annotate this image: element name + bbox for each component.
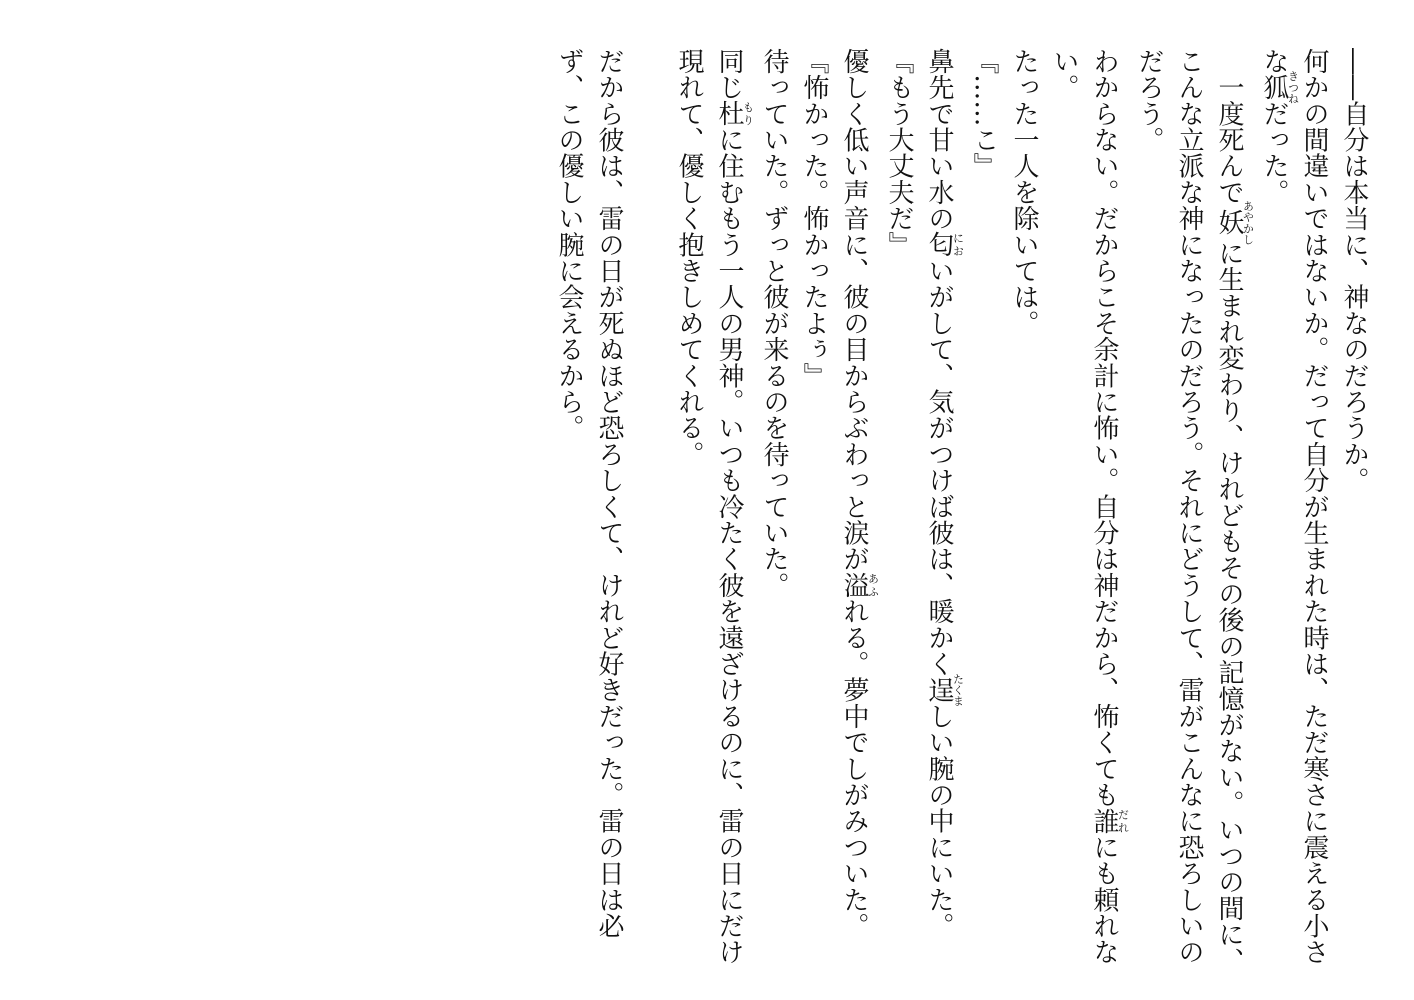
furigana-reading: もり [741,100,755,127]
vertical-text-body [549,48,1374,978]
furigana-reading: たくま [951,673,965,707]
furigana-reading: あふ [866,572,880,599]
paragraph-3: 一度死んで妖あやかしに生まれ変わり、けれどもその後の記憶がない。いつの間に、こんな立派な神になったのだろう。それにどうして、雷がこんなに恐ろしいのだろう。 [1134,48,1255,974]
paragraph-1: ――自分は本当に、神なのだろうか。 [1339,48,1369,494]
furigana-reading: だれ [1116,807,1130,834]
furigana-ruby: 溢あふ [839,572,880,599]
furigana-ruby: 妖あやかし [1214,200,1255,246]
furigana-ruby: 狐きつね [1259,70,1300,105]
furigana-ruby: 逞たくま [924,673,965,707]
paragraph-12: 同じ杜もりに住むもう一人の男神。いつも冷たく彼を遠ざけるのに、雷の日にだけ現れて、優しく抱きしめてくれる。 [674,48,755,966]
furigana-reading: にお [951,231,965,258]
furigana-ruby: 杜もり [714,100,755,127]
paragraph-13: だから彼は、雷の日が死ぬほど恐ろしくて、けれど好きだった。雷の日は必ず、この優しい腕に会えるから。 [554,48,624,939]
paragraph-9: 優しく低い声音に、彼の目からぶわっと涙が溢あふれる。夢中でしがみついた。 [839,48,880,939]
furigana-ruby: 誰だれ [1089,807,1130,835]
furigana-reading: あやかし [1241,200,1255,246]
furigana-reading: きつね [1286,70,1300,105]
paragraph-2: 何かの間違いではないか。だって自分が生まれた時は、ただ寒さに震える小さな狐きつねだった。 [1259,48,1329,965]
paragraph-10: 『怖かった。怖かったよぅ』 [799,48,829,389]
paragraph-11: 待っていた。ずっと彼が来るのを待っていた。 [759,48,789,599]
furigana-ruby: 匂にお [924,231,965,258]
paragraph-6: 『……こ』 [969,48,999,179]
paragraph-5: たった一人を除いては。 [1009,48,1039,337]
paragraph-7: 鼻先で甘い水の匂においがして、気がつけば彼は、暖かく逞たくましい腕の中にいた。 [924,48,965,939]
paragraph-8: 『もう大丈夫だ』 [884,48,914,258]
paragraph-4: わからない。だからこそ余計に怖い。自分は神だから、怖くても誰だれにも頼れない。 [1049,48,1130,966]
